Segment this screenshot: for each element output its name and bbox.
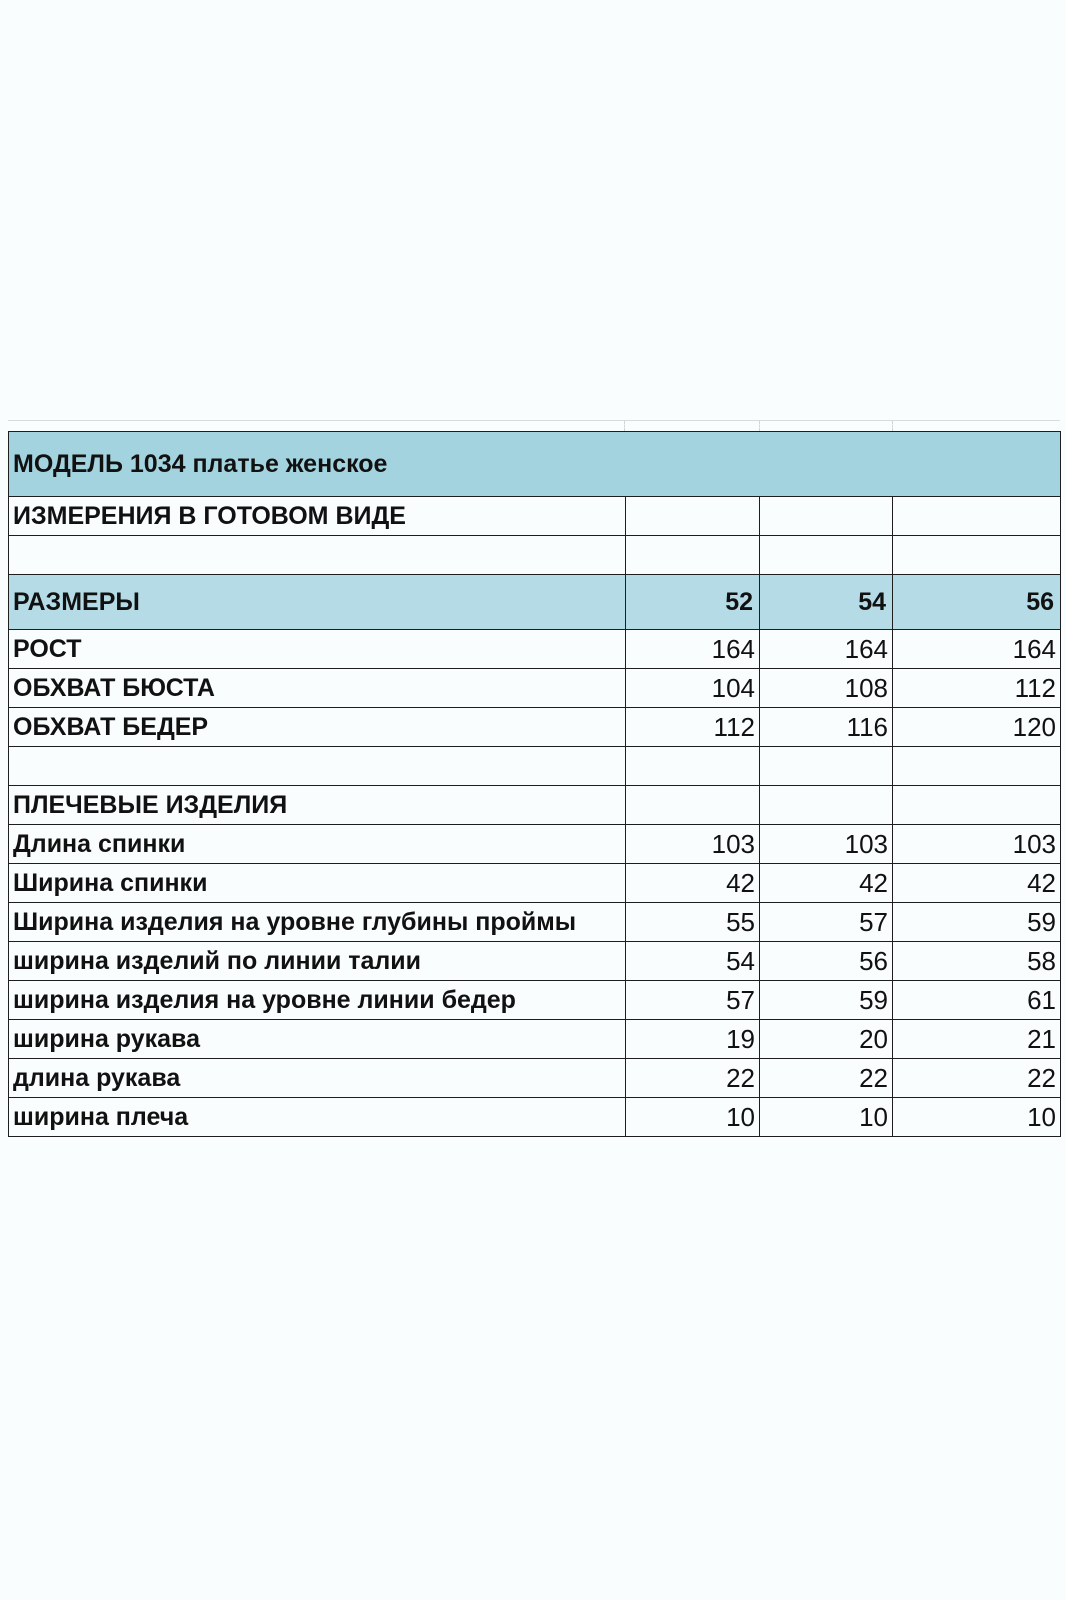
- size-table: [8, 431, 1061, 1137]
- empty-cell: [626, 747, 760, 786]
- row-value: 10: [893, 1098, 1061, 1137]
- title-row: [9, 432, 1061, 497]
- row-value: 19: [626, 1020, 760, 1059]
- row-value: 108: [760, 669, 893, 708]
- row-value: 112: [893, 669, 1061, 708]
- row-value: 57: [626, 981, 760, 1020]
- measurements-subtitle: ИЗМЕРЕНИЯ В ГОТОВОМ ВИДЕ: [9, 497, 626, 536]
- empty-cell: [760, 536, 893, 575]
- row-value: 104: [626, 669, 760, 708]
- row-label: РОСТ: [9, 630, 626, 669]
- row-value: 112: [626, 708, 760, 747]
- row-value: 116: [760, 708, 893, 747]
- row-value: 57: [760, 903, 893, 942]
- row-label: Ширина спинки: [9, 864, 626, 903]
- empty-cell: [626, 786, 760, 825]
- row-value: 164: [893, 630, 1061, 669]
- row-value: 10: [626, 1098, 760, 1137]
- blank-row: [9, 747, 1061, 786]
- empty-cell: [760, 786, 893, 825]
- table-row: [9, 1059, 1061, 1098]
- row-value: 120: [893, 708, 1061, 747]
- row-label: длина рукава: [9, 1059, 626, 1098]
- table-row: [9, 630, 1061, 669]
- row-value: 42: [626, 864, 760, 903]
- empty-cell: [626, 536, 760, 575]
- spreadsheet-gridlines: [8, 420, 1060, 431]
- row-value: 22: [760, 1059, 893, 1098]
- table-row: [9, 981, 1061, 1020]
- row-value: 42: [760, 864, 893, 903]
- row-label: ширина плеча: [9, 1098, 626, 1137]
- row-value: 42: [893, 864, 1061, 903]
- blank-row: [9, 536, 1061, 575]
- row-label: ширина изделий по линии талии: [9, 942, 626, 981]
- row-value: 54: [626, 942, 760, 981]
- size-table-body: [9, 432, 1061, 1137]
- size-header: 56: [893, 575, 1061, 630]
- row-label: ОБХВАТ БЮСТА: [9, 669, 626, 708]
- table-row: [9, 1020, 1061, 1059]
- empty-cell: [760, 747, 893, 786]
- size-header: 54: [760, 575, 893, 630]
- row-value: 61: [893, 981, 1061, 1020]
- row-label: Ширина изделия на уровне глубины проймы: [9, 903, 626, 942]
- empty-cell: [893, 497, 1061, 536]
- table-row: [9, 669, 1061, 708]
- gridline: [892, 421, 893, 431]
- empty-cell: [9, 536, 626, 575]
- table-row: [9, 864, 1061, 903]
- table-row: [9, 903, 1061, 942]
- row-label: ширина изделия на уровне линии бедер: [9, 981, 626, 1020]
- row-value: 58: [893, 942, 1061, 981]
- row-value: 56: [760, 942, 893, 981]
- section-title: ПЛЕЧЕВЫЕ ИЗДЕЛИЯ: [9, 786, 626, 825]
- size-chart-sheet: [8, 420, 1060, 1137]
- size-header: 52: [626, 575, 760, 630]
- row-label: ширина рукава: [9, 1020, 626, 1059]
- empty-cell: [626, 497, 760, 536]
- row-value: 10: [760, 1098, 893, 1137]
- sizes-label: РАЗМЕРЫ: [9, 575, 626, 630]
- row-value: 103: [626, 825, 760, 864]
- empty-cell: [9, 747, 626, 786]
- row-value: 103: [893, 825, 1061, 864]
- subtitle-row: [9, 497, 1061, 536]
- table-row: [9, 942, 1061, 981]
- table-row: [9, 825, 1061, 864]
- table-row: [9, 708, 1061, 747]
- row-value: 59: [893, 903, 1061, 942]
- row-value: 103: [760, 825, 893, 864]
- page-title: МОДЕЛЬ 1034 платье женское: [9, 432, 1061, 497]
- gridline: [624, 421, 625, 431]
- row-value: 22: [893, 1059, 1061, 1098]
- row-value: 55: [626, 903, 760, 942]
- row-label: Длина спинки: [9, 825, 626, 864]
- empty-cell: [760, 497, 893, 536]
- empty-cell: [893, 536, 1061, 575]
- row-value: 20: [760, 1020, 893, 1059]
- table-row: [9, 1098, 1061, 1137]
- gridline: [759, 421, 760, 431]
- row-value: 21: [893, 1020, 1061, 1059]
- row-value: 22: [626, 1059, 760, 1098]
- row-value: 164: [626, 630, 760, 669]
- row-value: 164: [760, 630, 893, 669]
- empty-cell: [893, 747, 1061, 786]
- sizes-header-row: [9, 575, 1061, 630]
- section-header-row: [9, 786, 1061, 825]
- row-value: 59: [760, 981, 893, 1020]
- row-label: ОБХВАТ БЕДЕР: [9, 708, 626, 747]
- empty-cell: [893, 786, 1061, 825]
